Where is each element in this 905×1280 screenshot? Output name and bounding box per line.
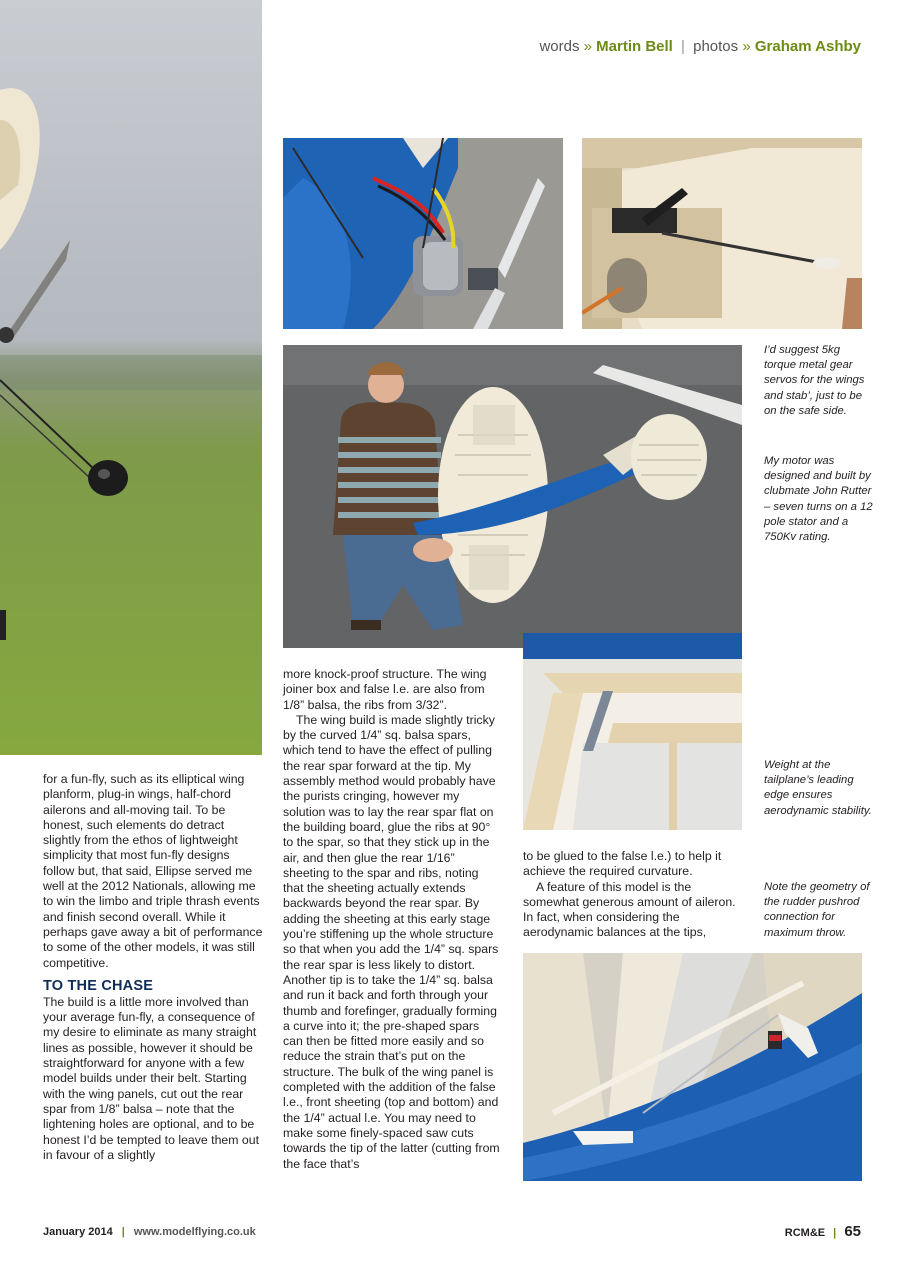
caption-geometry: Note the geometry of the rudder pushrod connection for maximum throw.: [764, 881, 870, 939]
footer-separator: |: [833, 1227, 837, 1239]
article-column-1: [43, 772, 263, 1163]
photos-label: photos: [693, 38, 739, 55]
article-paragraph: The build is a little more involved than your average fun-fly, a consequence of my desire to eliminate as many straight lines as possible, however it should be straightforward for anyone with a few model builds under their belt. Starting with the wing panels, cut out the rear spar from 1/8” balsa – note that the lightening holes are optional, and to be honest I’d be tempted to leave them out in favour of a slightly: [43, 994, 260, 1162]
photo-model-in-flight: [0, 0, 262, 755]
page-number: 65: [844, 1223, 861, 1240]
issue-date: January 2014: [43, 1226, 113, 1238]
caption-weight: Weight at the tailplane’s leading edge ensures aerodynamic stability.: [764, 759, 872, 817]
caption-servos: I’d suggest 5kg torque metal gear servos for the wings and stab’, just to be on the safe side.: [764, 344, 865, 417]
photos-arrow: »: [742, 38, 751, 55]
article-paragraph: for a fun-fly, such as its elliptical wing planform, plug-in wings, half-chord ailerons and all-moving tail. To be honest, such elements do detract slightly from the ethos of lightweight simplicity that most fun-fly designs follow but, that said, Ellipse served me well at the 2012 Nationals, allowing me to win the limbo and triple thrash events and finish second overall. While it perhaps gave away a bit of performance to some of the other models, it was still competitive.: [43, 772, 263, 970]
article-column-2: [283, 667, 501, 1172]
photo-builder-with-model: [283, 345, 742, 648]
photo-motor-mount: [283, 138, 563, 329]
photo-rudder-pushrod: [523, 953, 862, 1181]
footer-separator: |: [121, 1226, 125, 1238]
words-label: words: [539, 38, 580, 55]
credits-separator: |: [681, 38, 685, 55]
section-heading: TO THE CHASE: [43, 977, 154, 994]
footer-issue-info: [43, 1226, 256, 1238]
website-link[interactable]: www.modelflying.co.uk: [133, 1226, 256, 1238]
photo-tailplane-leading-edge: [523, 633, 742, 830]
caption-motor: My motor was designed and built by clubmate John Rutter – seven turns on a 12 pole stator and a 750Kv rating.: [764, 455, 873, 544]
author-name: Martin Bell: [596, 38, 673, 55]
footer-page-info: [785, 1223, 861, 1240]
article-paragraph: to be glued to the false l.e.) to help it achieve the required curvature.: [523, 849, 722, 879]
article-paragraph: more knock-proof structure. The wing joiner box and false l.e. are also from 1/8” balsa, the ribs from 3/32”.: [283, 667, 487, 712]
photo-wing-servo: [582, 138, 862, 329]
magazine-name: RCM&E: [784, 1227, 826, 1239]
words-arrow: »: [583, 38, 592, 55]
article-column-3: [523, 849, 743, 941]
photographer-name: Graham Ashby: [754, 38, 861, 55]
article-paragraph: A feature of this model is the somewhat generous amount of aileron. In fact, when considering the aerodynamic balances at the tips,: [523, 879, 736, 940]
article-credits: [539, 38, 861, 55]
article-paragraph: The wing build is made slightly tricky by the curved 1/4” sq. balsa spars, which tend to have the effect of pulling the rear spar forward at the tip. My assembly method would probably have the purists cringing, however my solution was to lay the rear spar flat on the building board, glue the ribs at 90° to the spar, so that they stick up in the air, and then glue the rear 1/16” sheeting to the spar and ribs, noting that the sheeting actually extends backwards beyond the rear spar. By adding the sheeting at this early stage you’re stiffening up the whole structure so that when you add the 1/4” sq. spars the rear spar is less likely to distort. Another tip is to take the 1/4” sq. balsa and run it back and forth through your thumb and forefinger, gradually forming a curve into it; the pre-shaped spars can then be fitted more easily and so reduce the strain that’s put on the structure. The bulk of the wing panel is completed with the addition of the false l.e., front sheeting (top and bottom) and the 1/4” actual l.e. You may need to make some finely-spaced saw cuts towards the tip of the latter (cutting from the face that’s: [283, 712, 500, 1171]
